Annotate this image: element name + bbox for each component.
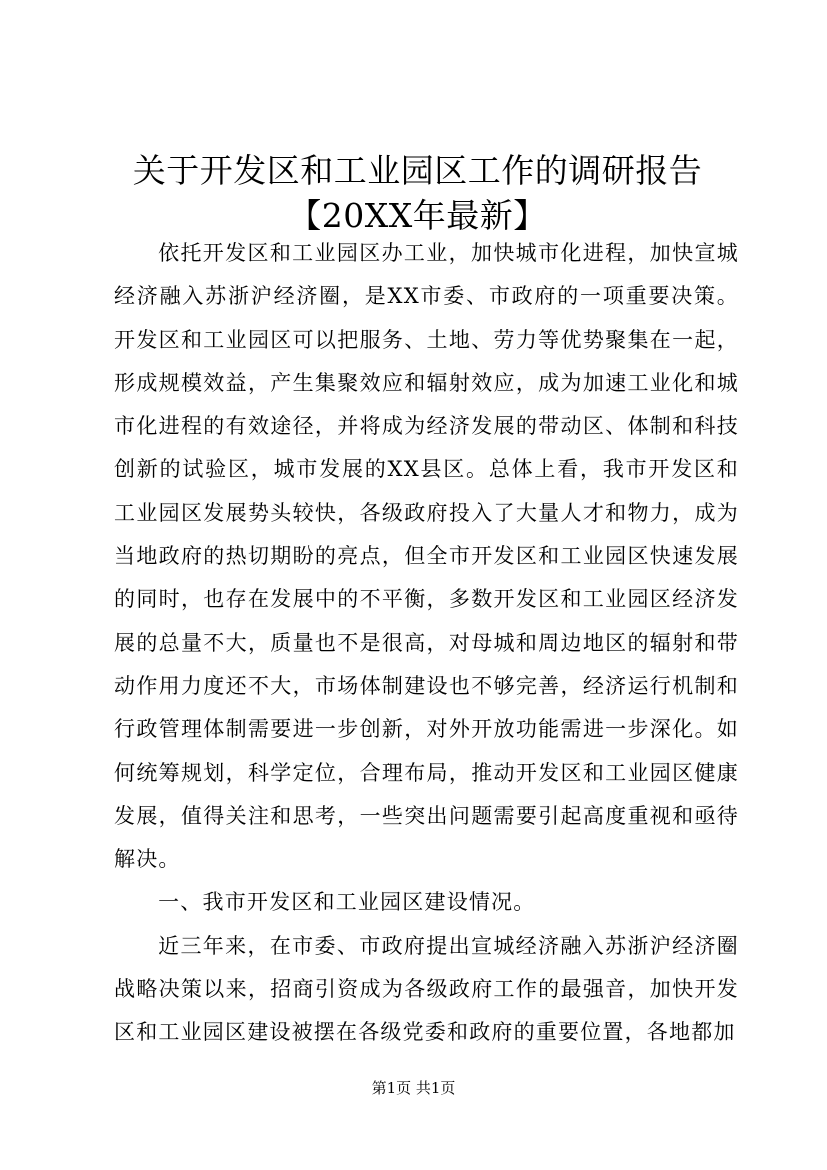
section-heading: 一、我市开发区和工业园区建设情况。: [158, 890, 536, 915]
paragraph-intro: 依托开发区和工业园区办工业，加快城市化进程，加快宣城经济融入苏浙沪经济圈，是XX市委、市政府的一项重要决策。开发区和工业园区可以把服务、土地、劳力等优势聚集在一起，形成规模效益，产生集聚效应和辐射效应，成为加速工业化和城市化进程的有效途径，并将成为经济发展的带动区、体制和科技创新的试验区，城市发展的XX县区。总体上看，我市开发区和工业园区发展势头较快，各级政府投入了大量人才和物力，成为当地政府的热切期盼的亮点，但全市开发区和工业园区快速发展的同时，也存在发展中的不平衡，多数开发区和工业园区经济发展的总量不大，质量也不是很高，对母城和周边地区的辐射和带动作用力度还不大，市场体制建设也不够完善，经济运行机制和行政管理体制需要进一步创新，对外开放功能需进一步深化。如何统筹规划，科学定位，合理布局，推动开发区和工业园区健康发展，值得关注和思考，一些突出问题需要引起高度重视和亟待解决。: [114, 241, 739, 872]
document-body: [114, 232, 739, 1055]
document-title: 关于开发区和工业园区工作的调研报告【20XX年最新】: [132, 151, 703, 235]
paragraph-section-1: 近三年来，在市委、市政府提出宣城经济融入苏浙沪经济圈战略决策以来，招商引资成为各级政府工作的最强音，加快开发区和工业园区建设被摆在各级党委和政府的重要位置，各地都加: [114, 933, 739, 1045]
page-footer: 第1页 共1页: [371, 1079, 456, 1097]
